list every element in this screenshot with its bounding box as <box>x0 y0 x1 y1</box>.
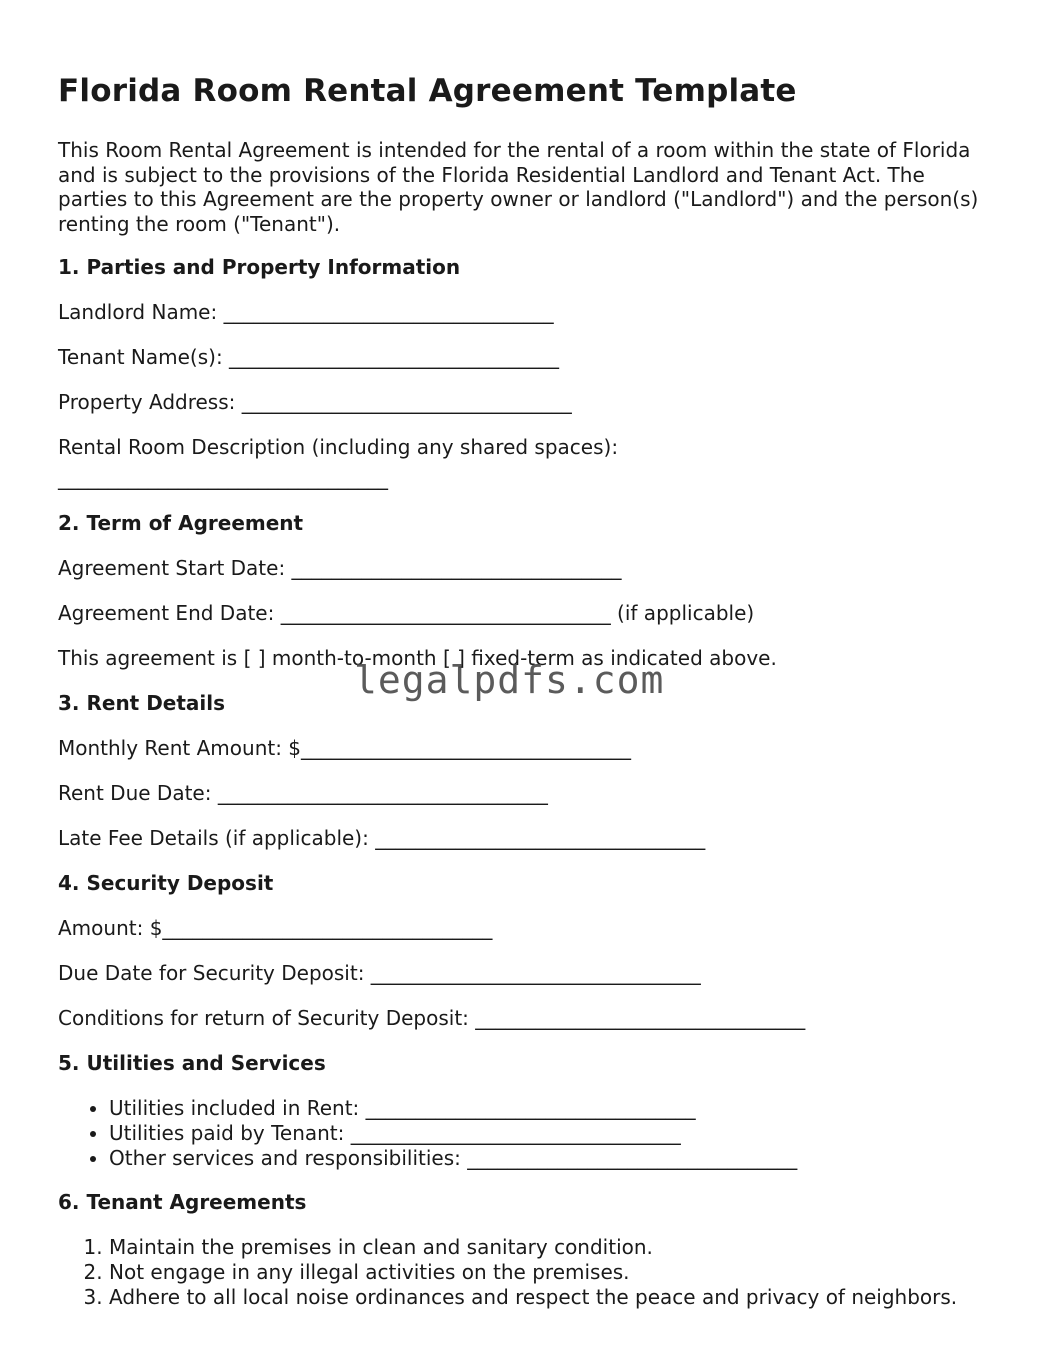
landlord-name-field: Landlord Name: _________________________________ <box>58 300 554 324</box>
intro-paragraph: This Room Rental Agreement is intended for the rental of a room within the state of Florida and is subject to the provisions of the Florida Residential Landlord and Tenant Act. The parties to this Agreement are the property owner or landlord ("Landlord") and the person(s) renting the room ("Tenant"). <box>58 138 979 236</box>
section-heading-tenant-agreements: 6. Tenant Agreements <box>58 1190 307 1215</box>
rent-amount-field: Monthly Rent Amount: $_________________________________ <box>58 736 632 760</box>
deposit-conditions-field: Conditions for return of Security Deposit: _________________________________ <box>58 1006 806 1030</box>
list-item: • Utilities paid by Tenant: _________________________________ <box>109 1121 998 1146</box>
agreement-type-field: This agreement is [ ] month-to-month [ ] fixed-term as indicated above. <box>58 646 777 670</box>
late-fee-field: Late Fee Details (if applicable): _________________________________ <box>58 826 706 850</box>
list-item: 3. Adhere to all local noise ordinances and respect the peace and privacy of neighbors. <box>109 1285 998 1310</box>
rent-due-field: Rent Due Date: _________________________________ <box>58 781 548 805</box>
list-item: 2. Not engage in any illegal activities on the premises. <box>109 1260 998 1285</box>
deposit-amount-field: Amount: $_________________________________ <box>58 916 493 940</box>
start-date-field: Agreement Start Date: _________________________________ <box>58 556 622 580</box>
room-description-label: Rental Room Description (including any shared spaces): <box>58 435 619 459</box>
end-date-field: Agreement End Date: _________________________________ (if applicable) <box>58 601 755 625</box>
utilities-list <box>58 1096 998 1170</box>
section-heading-rent: 3. Rent Details <box>58 691 226 715</box>
section-heading-deposit: 4. Security Deposit <box>58 871 274 895</box>
section-heading-parties: 1. Parties and Property Information <box>58 255 461 279</box>
section-heading-term: 2. Term of Agreement <box>58 511 304 535</box>
tenant-name-field: Tenant Name(s): _________________________________ <box>58 345 560 369</box>
list-item: • Other services and responsibilities: _________________________________ <box>109 1146 998 1171</box>
page-title: Florida Room Rental Agreement Template <box>58 73 797 109</box>
watermark: legalpdfs.com <box>354 658 665 702</box>
property-address-field: Property Address: _________________________________ <box>58 390 572 414</box>
room-description-blank: _________________________________ <box>58 466 388 490</box>
list-item: 1. Maintain the premises in clean and sanitary condition. <box>109 1235 998 1260</box>
section-heading-utilities: 5. Utilities and Services <box>58 1051 326 1075</box>
tenant-agreements-list <box>58 1235 998 1309</box>
deposit-due-field: Due Date for Security Deposit: _________________________________ <box>58 961 701 985</box>
list-item: • Utilities included in Rent: _________________________________ <box>109 1096 998 1121</box>
